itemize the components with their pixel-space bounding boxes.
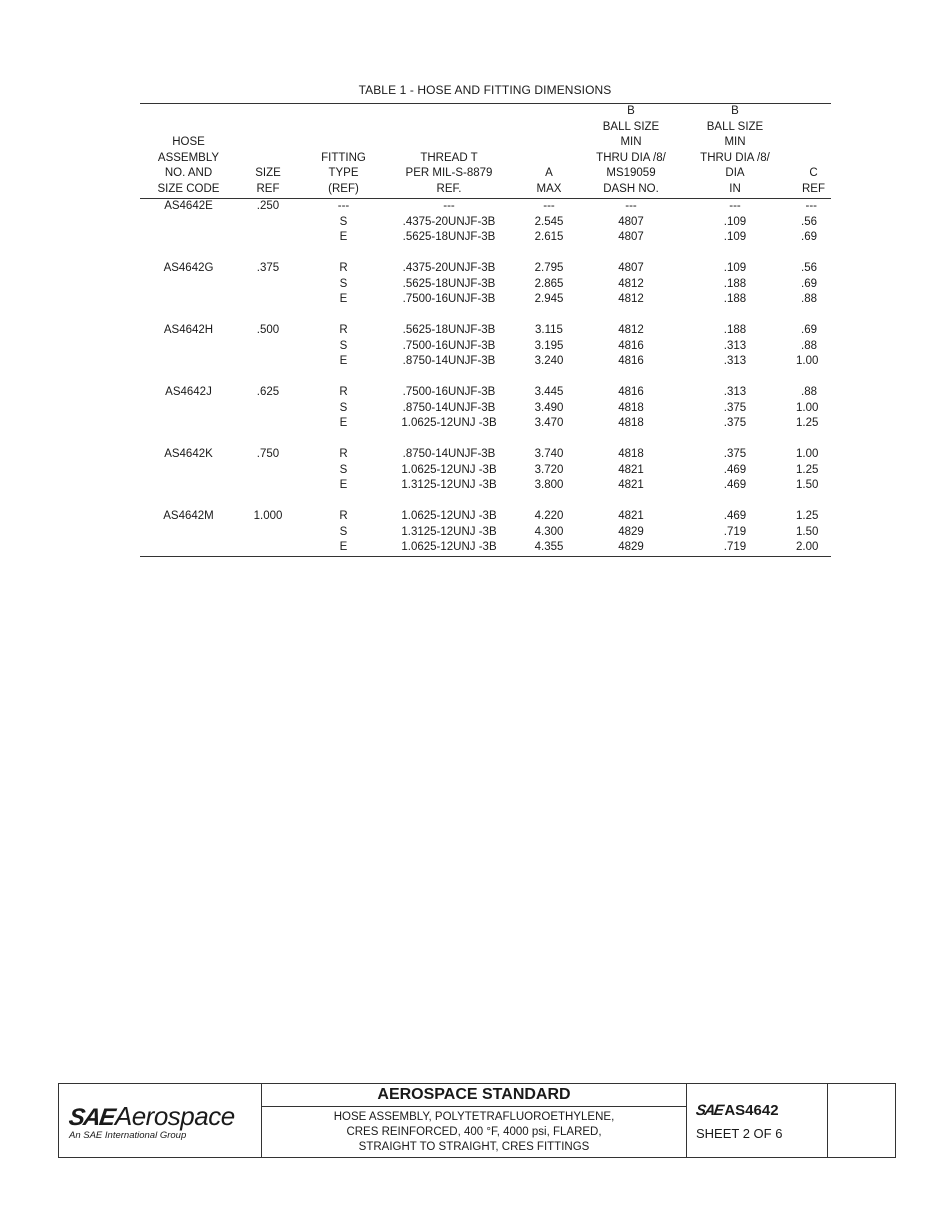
thread-cell: 1.0625-12UNJ -3B <box>388 540 510 556</box>
a-max-cell: 2.545 <box>534 215 564 228</box>
ball-dia-cell: .188 <box>723 324 747 336</box>
ball-dia-cell: .109 <box>723 231 747 243</box>
table-row <box>140 463 831 479</box>
dash-no-cell: 4812 <box>618 324 644 336</box>
size-cell: .750 <box>256 448 280 460</box>
table-row <box>140 401 831 417</box>
c-ref-cell: 1.00 <box>796 401 819 414</box>
fitting-type-cell: E <box>339 479 348 491</box>
thread-cell: 1.0625-12UNJ -3B <box>401 417 497 429</box>
thread-cell: .4375-20UNJF-3B <box>402 262 496 274</box>
assembly-cell <box>140 416 237 432</box>
document-id-line <box>696 1102 779 1120</box>
fitting-type-cell: E <box>299 540 388 556</box>
thread-cell: .8750-14UNJF-3B <box>402 448 496 460</box>
fitting-type-cell: R <box>339 386 348 398</box>
group-spacer <box>140 370 831 386</box>
table-row <box>140 385 831 401</box>
header-thread: THREAD T PER MIL-S-8879 REF. <box>388 104 510 199</box>
a-max-cell: 3.470 <box>534 417 564 429</box>
ball-dia-cell: .188 <box>723 277 747 290</box>
assembly-cell <box>140 463 237 479</box>
logo-cell <box>59 1084 262 1157</box>
spacer-cell <box>140 494 831 510</box>
c-ref-cell: 1.50 <box>796 479 819 491</box>
spacer-cell <box>140 432 831 448</box>
sae-aerospace-logo <box>69 1101 235 1132</box>
c-ref-cell: --- <box>805 200 817 212</box>
dash-no-cell: 4818 <box>618 401 644 414</box>
fitting-type-cell: E <box>339 417 348 429</box>
table-row <box>140 540 831 556</box>
table-row <box>140 215 831 231</box>
group-spacer <box>140 246 831 262</box>
thread-cell: --- <box>443 200 455 212</box>
thread-cell: .5625-18UNJF-3B <box>402 231 496 243</box>
ball-dia-cell: .469 <box>723 463 747 476</box>
document-id-cell <box>687 1084 828 1157</box>
table-body <box>140 199 831 557</box>
header-c-ref: C REF <box>796 104 831 199</box>
ball-dia-cell: .469 <box>723 510 747 522</box>
assembly-cell <box>140 401 237 417</box>
document-title-line: STRAIGHT TO STRAIGHT, CRES FITTINGS <box>358 1141 590 1153</box>
fitting-type-cell: S <box>339 277 348 290</box>
assembly-cell: AS4642M <box>163 510 214 522</box>
table-row <box>140 354 831 370</box>
dash-no-cell: 4812 <box>618 277 644 290</box>
ball-dia-cell: .375 <box>723 417 747 429</box>
thread-cell: .7500-16UNJF-3B <box>402 386 496 398</box>
a-max-cell: 3.490 <box>534 401 564 414</box>
size-cell <box>237 339 299 355</box>
dimensions-table <box>140 103 831 557</box>
assembly-cell <box>140 525 237 541</box>
ball-dia-cell: .375 <box>723 448 747 460</box>
a-max-cell: 2.615 <box>534 231 564 243</box>
c-ref-cell: .56 <box>801 262 817 274</box>
thread-cell: .7500-16UNJF-3B <box>402 339 496 352</box>
ball-dia-cell: .109 <box>723 215 747 228</box>
table-row <box>140 261 831 277</box>
logo-tagline: An SAE International Group <box>69 1130 187 1141</box>
assembly-cell <box>140 478 237 494</box>
table-row <box>140 339 831 355</box>
fitting-type-cell: E <box>339 293 348 305</box>
a-max-cell: 3.740 <box>534 448 564 460</box>
ball-dia-cell: .469 <box>723 479 747 491</box>
table-row <box>140 416 831 432</box>
dash-no-cell: 4807 <box>618 231 644 243</box>
fitting-type-cell: R <box>339 510 348 522</box>
size-cell <box>237 401 299 417</box>
document-title-line: CRES REINFORCED, 400 °F, 4000 psi, FLARED, <box>346 1126 602 1138</box>
dash-no-cell: 4821 <box>618 463 644 476</box>
dash-no-cell: 4812 <box>618 293 644 305</box>
ball-dia-cell: .188 <box>723 293 747 305</box>
a-max-cell: 3.115 <box>535 324 563 336</box>
ball-dia-cell: .313 <box>723 355 747 367</box>
dash-no-cell: 4807 <box>618 215 644 228</box>
dash-no-cell: --- <box>625 200 637 212</box>
fitting-type-cell: R <box>339 448 348 460</box>
thread-cell: 1.0625-12UNJ -3B <box>401 510 497 522</box>
thread-cell: 1.0625-12UNJ -3B <box>401 463 497 476</box>
a-max-cell: --- <box>543 200 555 212</box>
thread-cell: .5625-18UNJF-3B <box>402 324 496 336</box>
assembly-cell <box>140 292 237 308</box>
size-cell <box>237 292 299 308</box>
group-spacer <box>140 432 831 448</box>
header-a-max: A MAX <box>510 104 588 199</box>
header-b-dia: B BALL SIZE MIN THRU DIA /8/ DIA IN <box>674 104 796 199</box>
assembly-cell: AS4642J <box>165 386 212 398</box>
a-max-cell: 2.795 <box>534 262 564 274</box>
title-cell <box>262 1084 687 1157</box>
ball-dia-cell: .109 <box>723 262 747 274</box>
assembly-cell <box>140 354 237 370</box>
c-ref-cell: .69 <box>801 277 817 290</box>
a-max-cell: 3.720 <box>534 463 564 476</box>
ball-dia-cell: .719 <box>674 540 796 556</box>
logo-wordmark: Aerospace <box>114 1101 235 1131</box>
thread-cell: .4375-20UNJF-3B <box>402 215 496 228</box>
size-cell: .500 <box>256 324 280 336</box>
a-max-cell: 2.945 <box>534 293 564 305</box>
a-max-cell: 3.195 <box>534 339 564 352</box>
c-ref-cell: .88 <box>801 386 817 398</box>
size-cell <box>237 277 299 293</box>
c-ref-cell: 2.00 <box>796 540 831 556</box>
thread-cell: .8750-14UNJF-3B <box>402 401 496 414</box>
c-ref-cell: .69 <box>801 324 817 336</box>
fitting-type-cell: E <box>339 231 348 243</box>
assembly-cell <box>140 339 237 355</box>
document-title <box>262 1110 686 1155</box>
a-max-cell: 2.865 <box>534 277 564 290</box>
assembly-cell <box>140 215 237 231</box>
fitting-type-cell: S <box>339 215 348 228</box>
dash-no-cell: 4816 <box>618 339 644 352</box>
c-ref-cell: 1.00 <box>796 448 819 460</box>
a-max-cell: 3.800 <box>534 479 564 491</box>
size-cell: .625 <box>256 386 280 398</box>
dash-no-cell: 4829 <box>618 525 644 538</box>
a-max-cell: 4.300 <box>534 525 564 538</box>
assembly-cell: AS4642H <box>163 324 214 336</box>
group-spacer <box>140 494 831 510</box>
dash-no-cell: 4816 <box>618 355 644 367</box>
fitting-type-cell: S <box>339 339 348 352</box>
size-cell <box>237 463 299 479</box>
assembly-cell: AS4642G <box>163 262 214 274</box>
dash-no-cell: 4818 <box>618 417 644 429</box>
table-row <box>140 447 831 463</box>
table-row <box>140 478 831 494</box>
ball-dia-cell: .375 <box>723 401 747 414</box>
sae-logo-mark: SAE <box>67 1104 116 1131</box>
dash-no-cell: 4829 <box>588 540 674 556</box>
fitting-type-cell: R <box>339 262 348 274</box>
size-cell <box>237 525 299 541</box>
assembly-cell <box>140 230 237 246</box>
table-title: TABLE 1 - HOSE AND FITTING DIMENSIONS <box>358 83 612 97</box>
table-row <box>140 525 831 541</box>
size-cell <box>237 230 299 246</box>
title-block <box>58 1083 896 1158</box>
thread-cell: .7500-16UNJF-3B <box>402 293 496 305</box>
assembly-cell <box>140 277 237 293</box>
a-max-cell: 3.240 <box>534 355 564 367</box>
thread-cell: 1.3125-12UNJ -3B <box>401 479 497 491</box>
document-title-line: HOSE ASSEMBLY, POLYTETRAFLUOROETHYLENE, <box>333 1111 615 1123</box>
standard-heading: AEROSPACE STANDARD <box>262 1084 686 1107</box>
c-ref-cell: 1.50 <box>796 525 819 538</box>
ball-dia-cell: .313 <box>723 339 747 352</box>
size-cell <box>237 540 299 556</box>
dash-no-cell: 4821 <box>618 510 644 522</box>
fitting-type-cell: --- <box>337 200 350 212</box>
ball-dia-cell: --- <box>729 200 741 212</box>
fitting-type-cell: S <box>339 525 348 538</box>
revision-cell <box>828 1084 895 1157</box>
dash-no-cell: 4821 <box>618 479 644 491</box>
c-ref-cell: 1.25 <box>796 510 819 522</box>
size-cell: .250 <box>256 200 280 212</box>
header-size-ref: SIZE REF <box>237 104 299 199</box>
header-fitting-type: FITTING TYPE (REF) <box>299 104 388 199</box>
a-max-cell: 3.445 <box>534 386 564 398</box>
c-ref-cell: .88 <box>801 339 817 352</box>
dash-no-cell: 4807 <box>618 262 644 274</box>
assembly-cell: AS4642K <box>164 448 213 460</box>
dash-no-cell: 4816 <box>618 386 644 398</box>
size-cell: .375 <box>256 262 280 274</box>
a-max-cell: 4.220 <box>534 510 564 522</box>
header-b-dash-no: B BALL SIZE MIN THRU DIA /8/ MS19059 DASH NO. <box>588 104 674 199</box>
c-ref-cell: 1.25 <box>796 463 819 476</box>
a-max-cell: 4.355 <box>510 540 588 556</box>
fitting-type-cell: S <box>339 401 348 414</box>
header-hose-assembly: HOSE ASSEMBLY NO. AND SIZE CODE <box>140 104 237 199</box>
spacer-cell <box>140 370 831 386</box>
assembly-cell: AS4642E <box>164 200 213 212</box>
fitting-type-cell: S <box>339 463 348 476</box>
size-cell <box>237 215 299 231</box>
table-header-row <box>140 104 831 199</box>
fitting-type-cell: R <box>339 324 348 336</box>
table-row <box>140 509 831 525</box>
size-cell <box>237 478 299 494</box>
ball-dia-cell: .313 <box>723 386 747 398</box>
c-ref-cell: .56 <box>801 215 817 228</box>
thread-cell: .8750-14UNJF-3B <box>402 355 496 367</box>
sae-small-logo-mark: SAE <box>694 1102 724 1119</box>
table-row <box>140 323 831 339</box>
thread-cell: 1.3125-12UNJ -3B <box>401 525 497 538</box>
dash-no-cell: 4818 <box>618 448 644 460</box>
size-cell <box>237 354 299 370</box>
c-ref-cell: .69 <box>801 231 817 243</box>
spacer-cell <box>140 308 831 324</box>
assembly-cell <box>140 540 237 556</box>
table-row <box>140 292 831 308</box>
table-row <box>140 199 831 215</box>
document-number: AS4642 <box>724 1102 779 1119</box>
size-cell: 1.000 <box>253 510 283 522</box>
table-row <box>140 230 831 246</box>
sheet-number: SHEET 2 OF 6 <box>696 1126 783 1141</box>
dimensions-table-container <box>140 103 831 557</box>
spacer-cell <box>140 246 831 262</box>
c-ref-cell: 1.00 <box>796 355 819 367</box>
c-ref-cell: 1.25 <box>796 417 819 429</box>
ball-dia-cell: .719 <box>723 525 747 538</box>
fitting-type-cell: E <box>339 355 348 367</box>
thread-cell: .5625-18UNJF-3B <box>402 277 496 290</box>
size-cell <box>237 416 299 432</box>
group-spacer <box>140 308 831 324</box>
table-row <box>140 277 831 293</box>
c-ref-cell: .88 <box>801 293 817 305</box>
